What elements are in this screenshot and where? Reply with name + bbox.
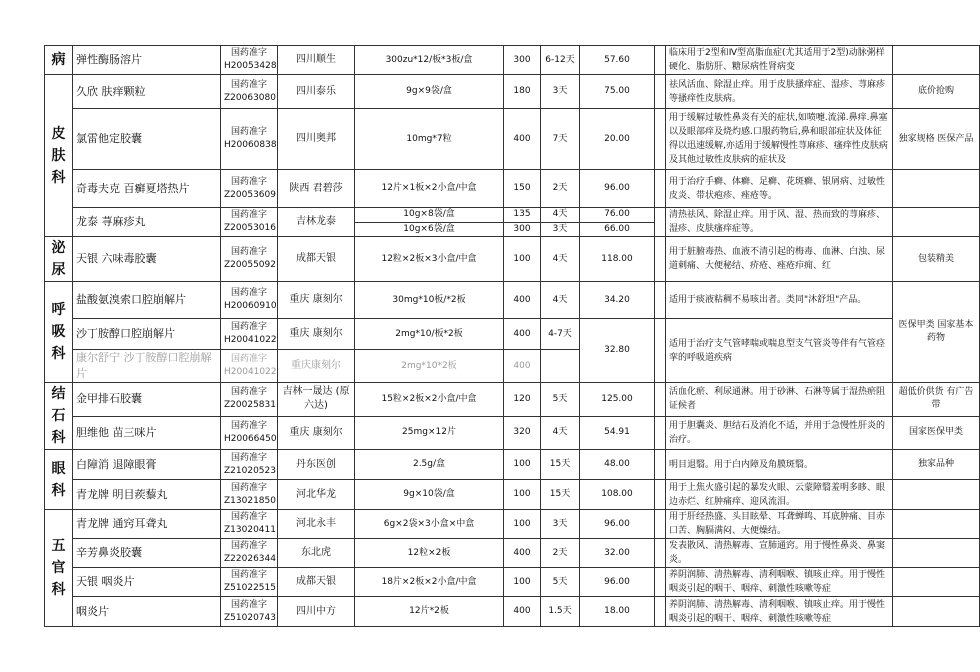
treatment-days: 7天 [541, 109, 580, 170]
treatment-days: 5天 [541, 383, 580, 417]
manufacturer: 重庆康刻尔 [278, 350, 355, 383]
spacer-cell [655, 450, 666, 480]
category-cell: 泌 尿 [45, 237, 73, 282]
table-row [45, 568, 980, 597]
price: 66.00 [580, 222, 655, 237]
table-row [45, 282, 980, 319]
product-name: 天银 咽炎片 [73, 568, 221, 597]
indication: 用于胆囊炎、胆结石及消化不适，并用于急慢性肝炎的治疗。 [666, 416, 893, 450]
specification: 9g×9袋/盒 [355, 75, 504, 109]
product-table [44, 45, 980, 627]
price: 20.00 [580, 109, 655, 170]
manufacturer: 河北永丰 [278, 510, 355, 539]
spacer-cell [655, 75, 666, 109]
specification: 2mg*10*2板 [355, 350, 504, 383]
product-name: 青龙牌 通窍耳聋丸 [73, 510, 221, 539]
license-number: 国药准字 Z20063080 [221, 75, 278, 109]
quantity: 100 [504, 450, 541, 480]
license-number: 国药准字 Z51020743 [221, 597, 278, 627]
quantity: 400 [504, 597, 541, 627]
table-row [45, 510, 980, 539]
note: 国家医保甲类 [893, 416, 980, 450]
category-cell: 皮 肤 科 [45, 75, 73, 237]
price: 75.00 [580, 75, 655, 109]
license-number: 国药准字 Z20053016 [221, 208, 278, 237]
category-cell: 呼 吸 科 [45, 282, 73, 383]
quantity: 135 [504, 208, 541, 223]
specification: 10g×8袋/盒 [355, 208, 504, 223]
indication: 用于治疗手癣、体癣、足癣、花斑癣、银屑病、过敏性皮炎、带状疱疹、痤疮等。 [666, 170, 893, 208]
product-name: 久欣 肤痒颗粒 [73, 75, 221, 109]
product-name: 龙泰 荨麻疹丸 [73, 208, 221, 237]
specification: 12粒×2板×3小盒/中盒 [355, 237, 504, 282]
note: 医保甲类 国家基本药物 [893, 282, 980, 383]
note: 底价抢购 [893, 75, 980, 109]
quantity: 320 [504, 416, 541, 450]
spacer-cell [655, 237, 666, 282]
price: 96.00 [580, 510, 655, 539]
price: 34.20 [580, 282, 655, 319]
spacer-cell [655, 170, 666, 208]
quantity: 300 [504, 46, 541, 75]
quantity: 150 [504, 170, 541, 208]
indication: 养阴润肺、清热解毒、清利咽喉、镇咳止痒。用于慢性咽炎引起的咽干、咽痒、刺激性咳嗽等症 [666, 597, 893, 627]
indication: 用于肝经热盛、头目眩晕、耳聋蝉鸣、耳底肿痛、目赤口苦、胸膈满闷、大便燥结。 [666, 510, 893, 539]
spacer-cell [655, 319, 666, 383]
manufacturer: 四川顺生 [278, 46, 355, 75]
specification: 6g×2袋×3小盒×中盒 [355, 510, 504, 539]
spacer-cell [655, 282, 666, 319]
quantity: 100 [504, 237, 541, 282]
table-row [45, 480, 980, 510]
license-number: 国药准字 Z51022515 [221, 568, 278, 597]
manufacturer: 四川中方 [278, 597, 355, 627]
category-cell: 五 官 科 [45, 510, 73, 627]
quantity: 400 [504, 282, 541, 319]
note: 包装精美 [893, 237, 980, 282]
indication: 临床用于2型和Ⅳ型高脂血症(尤其适用于2型)动脉粥样硬化、脂肪肝、糖尿病性肾病变 [666, 46, 893, 75]
treatment-days: 4天 [541, 282, 580, 319]
quantity: 300 [504, 222, 541, 237]
specification: 25mg×12片 [355, 416, 504, 450]
manufacturer: 丹东医创 [278, 450, 355, 480]
product-name: 盐酸氨溴索口腔崩解片 [73, 282, 221, 319]
specification: 18片×2板×2小盒/中盒 [355, 568, 504, 597]
specification: 15粒×2板×2小盒/中盒 [355, 383, 504, 417]
product-name: 沙丁胺醇口腔崩解片 [73, 319, 221, 350]
specification: 2.5g/盒 [355, 450, 504, 480]
category-cell: 眼 科 [45, 450, 73, 510]
indication: 祛风活血、除湿止痒。用于皮肤搔痒症、湿疹、荨麻疹等搔痒性皮肤病。 [666, 75, 893, 109]
license-number: 国药准字 Z21020523 [221, 450, 278, 480]
price: 48.00 [580, 450, 655, 480]
manufacturer: 重庆 康刻尔 [278, 416, 355, 450]
table-row [45, 416, 980, 450]
indication: 适用于痰液粘稠不易咳出者。类同"沐舒坦"产品。 [666, 282, 893, 319]
treatment-days: 4天 [541, 416, 580, 450]
quantity: 100 [504, 480, 541, 510]
table-row [45, 383, 980, 417]
spacer-cell [655, 208, 666, 237]
manufacturer: 东北虎 [278, 539, 355, 568]
indication: 养阴润肺、清热解毒、清利咽喉、镇咳止痒。用于慢性咽炎引起的咽干、咽痒、刺激性咳嗽等症 [666, 568, 893, 597]
note: 超低价供货 有广告带 [893, 383, 980, 417]
spacer-cell [655, 510, 666, 539]
indication: 用于缓解过敏性鼻炎有关的症状,如喷嚏.流涕.鼻痒.鼻塞以及眼部痒及烧灼感.口服药物后,鼻和眼部症状及体征得以迅速缓解,亦适用于缓解慢性荨麻疹、瘙痒性皮肤病及其他过敏性皮肤病的症状及 [666, 109, 893, 170]
license-number: 国药准字 Z20025831 [221, 383, 278, 417]
quantity: 100 [504, 510, 541, 539]
table-row [45, 319, 980, 350]
treatment-days: 15天 [541, 480, 580, 510]
license-number: 国药准字 Z22026344 [221, 539, 278, 568]
price: 32.00 [580, 539, 655, 568]
note [893, 480, 980, 510]
quantity: 180 [504, 75, 541, 109]
price: 125.00 [580, 383, 655, 417]
indication: 用于上焦火盛引起的暴发火眼、云蒙障翳羞明多眵、眼边赤烂、红肿痛痒、迎风流泪。 [666, 480, 893, 510]
indication: 明目退翳。用于白内障及角膜斑翳。 [666, 450, 893, 480]
product-name: 奇毒夫克 百癣夏塔热片 [73, 170, 221, 208]
manufacturer: 陕西 君碧莎 [278, 170, 355, 208]
treatment-days: 4-7天 [541, 319, 580, 350]
spacer-cell [655, 416, 666, 450]
license-number: 国药准字 Z20055092 [221, 237, 278, 282]
treatment-days: 6-12天 [541, 46, 580, 75]
specification: 12粒×2板 [355, 539, 504, 568]
table-row [45, 539, 980, 568]
specification: 12片*2板 [355, 597, 504, 627]
product-table-wrapper [44, 45, 974, 627]
note [893, 568, 980, 597]
product-name: 白障消 退障眼膏 [73, 450, 221, 480]
spacer-cell [655, 539, 666, 568]
price: 96.00 [580, 170, 655, 208]
manufacturer: 成都天银 [278, 568, 355, 597]
license-number: 国药准字 H20041022 [221, 350, 278, 383]
product-name: 康尔舒宁 沙丁胺醇口腔崩解片 [73, 350, 221, 383]
table-row [45, 75, 980, 109]
price: 76.00 [580, 208, 655, 223]
price: 108.00 [580, 480, 655, 510]
note [893, 539, 980, 568]
manufacturer: 成都天银 [278, 237, 355, 282]
treatment-days: 15天 [541, 450, 580, 480]
spacer-cell [655, 480, 666, 510]
spacer-cell [655, 46, 666, 75]
indication: 清热祛风、除湿止痒。用于风、湿、热而致的荨麻疹、湿疹、皮肤瘙痒症等。 [666, 208, 893, 237]
treatment-days: 5天 [541, 568, 580, 597]
spacer-cell [655, 109, 666, 170]
price: 54.91 [580, 416, 655, 450]
specification: 10mg*7粒 [355, 109, 504, 170]
treatment-days [541, 350, 580, 383]
table-row [45, 109, 980, 170]
treatment-days: 3天 [541, 222, 580, 237]
product-name: 金甲排石胶囊 [73, 383, 221, 417]
table-row [45, 208, 980, 223]
quantity: 400 [504, 109, 541, 170]
specification: 9g×10袋/盒 [355, 480, 504, 510]
price: 18.00 [580, 597, 655, 627]
quantity: 400 [504, 319, 541, 350]
specification: 12片×1板×2小盒/中盒 [355, 170, 504, 208]
manufacturer: 河北华龙 [278, 480, 355, 510]
treatment-days: 3天 [541, 75, 580, 109]
indication: 适用于治疗支气管哮喘或喘息型支气管炎等伴有气管痉挛的呼吸道疾病 [666, 319, 893, 383]
price: 57.60 [580, 46, 655, 75]
manufacturer: 四川泰乐 [278, 75, 355, 109]
indication: 发表散风、清热解毒、宣肺通窍。用于慢性鼻炎、鼻窦炎。 [666, 539, 893, 568]
license-number: 国药准字 H20060910 [221, 282, 278, 319]
price: 118.00 [580, 237, 655, 282]
manufacturer: 吉林龙泰 [278, 208, 355, 237]
product-name: 胆维他 苗三咪片 [73, 416, 221, 450]
quantity: 100 [504, 568, 541, 597]
spacer-cell [655, 597, 666, 627]
license-number: 国药准字 H20060838 [221, 109, 278, 170]
product-name: 咽炎片 [73, 597, 221, 627]
specification: 30mg*10板/*2板 [355, 282, 504, 319]
license-number: 国药准字 H20066450 [221, 416, 278, 450]
treatment-days: 1.5天 [541, 597, 580, 627]
license-number: 国药准字 Z13021850 [221, 480, 278, 510]
spacer-cell [655, 383, 666, 417]
manufacturer: 重庆 康刻尔 [278, 282, 355, 319]
indication: 活血化瘀、利尿通淋。用于砂淋、石淋等属于湿热瘀阻证候者 [666, 383, 893, 417]
note [893, 208, 980, 237]
note [893, 46, 980, 75]
manufacturer: 重庆 康刻尔 [278, 319, 355, 350]
note [893, 510, 980, 539]
treatment-days: 4天 [541, 237, 580, 282]
table-row [45, 46, 980, 75]
spacer-cell [655, 568, 666, 597]
product-name: 氯雷他定胶囊 [73, 109, 221, 170]
manufacturer: 四川奥邦 [278, 109, 355, 170]
specification: 300zu*12/板*3板/盒 [355, 46, 504, 75]
category-cell: 结 石 科 [45, 383, 73, 450]
treatment-days: 2天 [541, 170, 580, 208]
product-name: 天银 六味毒胶囊 [73, 237, 221, 282]
note: 独家品种 [893, 450, 980, 480]
category-cell: 病 [45, 46, 73, 75]
manufacturer: 吉林一晟达 (原六达) [278, 383, 355, 417]
quantity: 400 [504, 539, 541, 568]
specification: 2mg*10/板*2板 [355, 319, 504, 350]
quantity: 400 [504, 350, 541, 383]
indication: 用于脏腑毒热、血液不清引起的梅毒、血淋、白浊、尿道刺痛、大便秘结、疥疮、痤疮疖痈、红 [666, 237, 893, 282]
specification: 10g×6袋/盒 [355, 222, 504, 237]
product-name: 弹性酶肠溶片 [73, 46, 221, 75]
table-row [45, 450, 980, 480]
note: 独家规格 医保产品 [893, 109, 980, 170]
license-number: 国药准字 Z20053609 [221, 170, 278, 208]
product-name: 青龙牌 明目蒺藜丸 [73, 480, 221, 510]
table-row [45, 170, 980, 208]
treatment-days: 4天 [541, 208, 580, 223]
treatment-days: 3天 [541, 510, 580, 539]
table-row [45, 237, 980, 282]
note [893, 170, 980, 208]
price: 96.00 [580, 568, 655, 597]
price: 32.80 [580, 319, 655, 383]
license-number: 国药准字 H20053428 [221, 46, 278, 75]
quantity: 120 [504, 383, 541, 417]
table-row [45, 597, 980, 627]
product-name: 辛芳鼻炎胶囊 [73, 539, 221, 568]
note [893, 597, 980, 627]
license-number: 国药准字 H20041022 [221, 319, 278, 350]
license-number: 国药准字 Z13020411 [221, 510, 278, 539]
treatment-days: 2天 [541, 539, 580, 568]
